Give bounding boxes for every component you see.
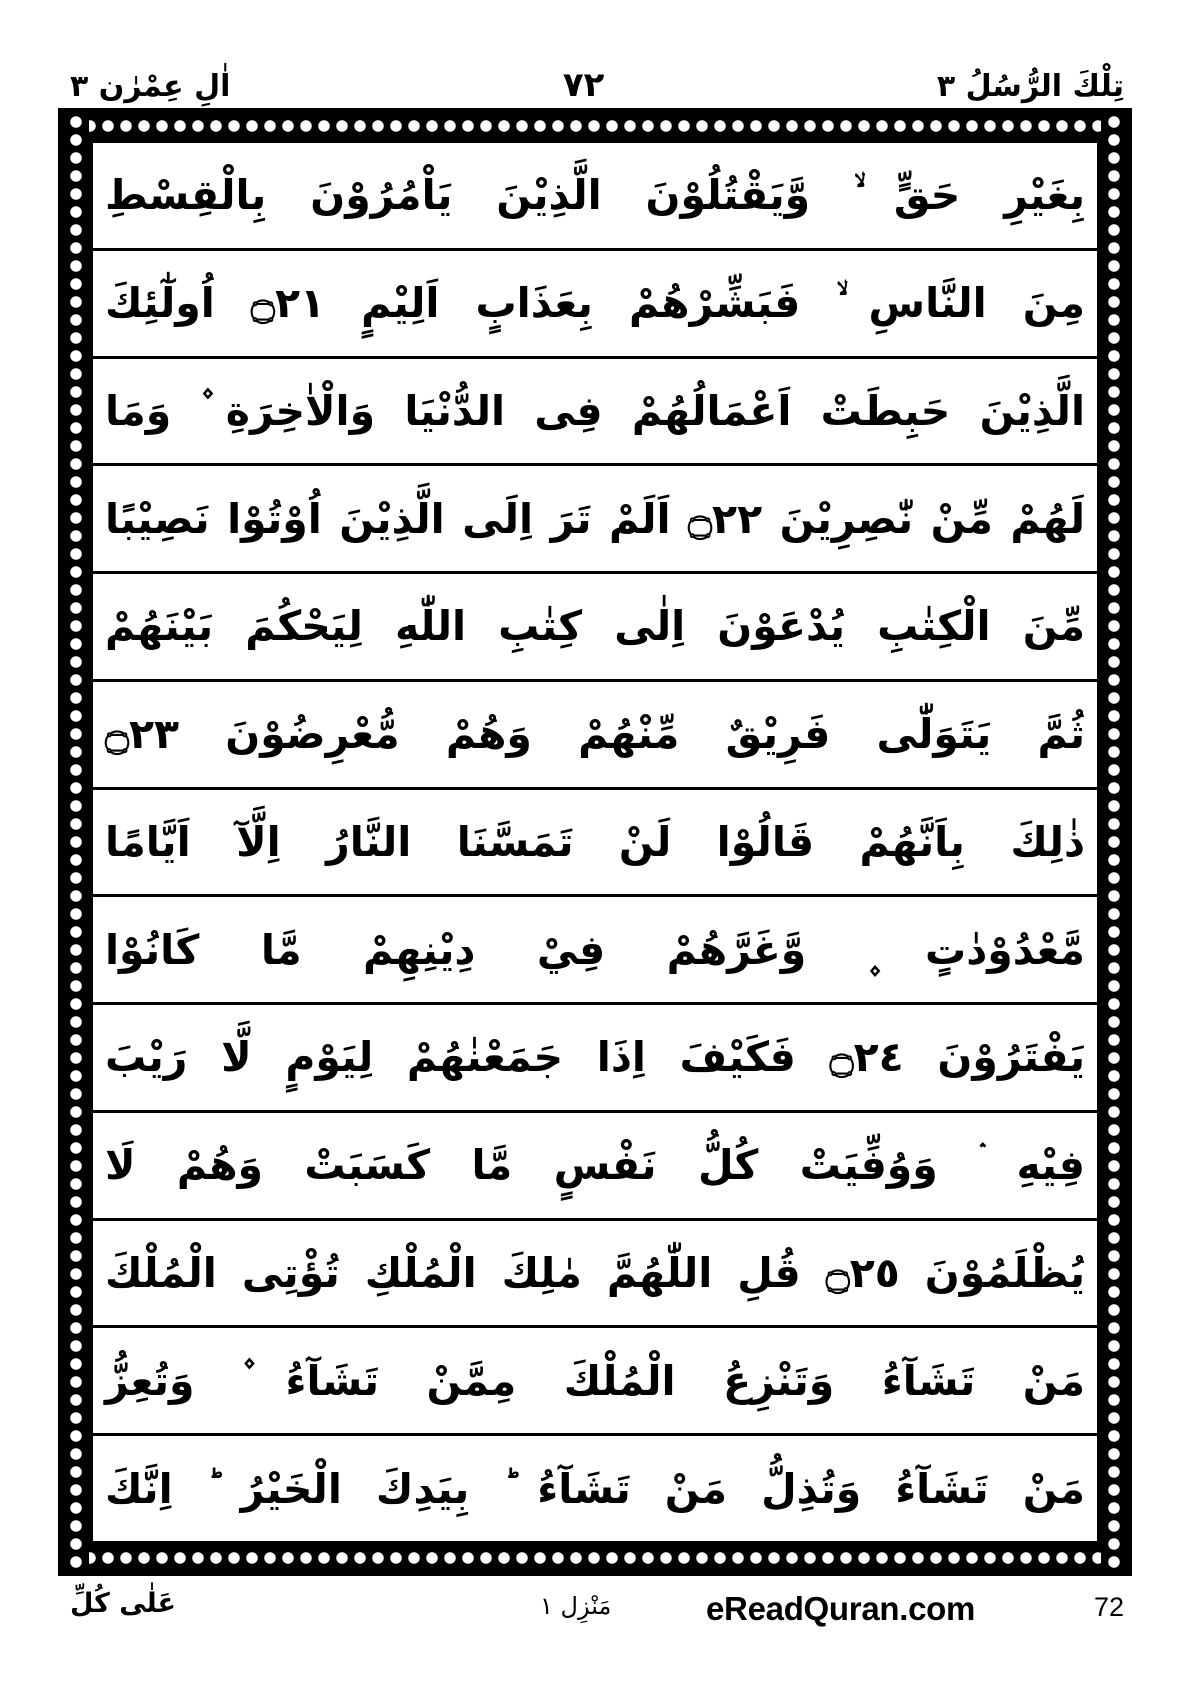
header-page-number-arabic: ٧٢ [562,65,605,105]
manzil-label: مَنْزِل ١ [540,1592,612,1620]
surah-name-label: اٰلِ عِمْرٰن ٣ [70,69,231,104]
ayah-line[interactable] [93,359,1097,467]
page-footer [0,1576,1190,1684]
ayah-line-text: ثُمَّ يَتَوَلّٰى فَرِيْقٌ مِّنْهُمْ وَهُمْ مُّعْرِضُوْنَ ۝٢٣ [105,710,1085,759]
ayah-line-text: ذٰلِكَ بِاَنَّهُمْ قَالُوْا لَنْ تَمَسَّنَا النَّارُ اِلَّآ اَيَّامًا [105,817,1085,866]
ornament-band-top-icon [63,113,1127,139]
catchword-label: عَلٰى كُلِّ [70,1588,176,1619]
ayah-line-text: بِغَيْرِ حَقٍّ ۙ وَّيَقْتُلُوْنَ الَّذِيْنَ يَاْمُرُوْنَ بِالْقِسْطِ [105,171,1085,220]
juz-name-label: تِلْكَ الرُّسُلُ ٣ [936,69,1124,104]
ayah-line[interactable] [93,466,1097,574]
ayah-line-text: يَفْتَرُوْنَ ۝٢٤ فَكَيْفَ اِذَا جَمَعْنٰهُمْ لِيَوْمٍ لَّا رَيْبَ [105,1033,1085,1082]
text-block-area [89,139,1101,1545]
ayah-line[interactable] [93,790,1097,898]
ornament-band-left-icon [63,113,89,1571]
ayah-line-text: مَّعْدُوْدٰتٍ ۪ وَّغَرَّهُمْ فِيْ دِيْنِهِمْ مَّا كَانُوْا [105,925,1085,974]
ayah-line-text: لَهُمْ مِّنْ نّٰصِرِيْنَ ۝٢٢ اَلَمْ تَرَ اِلَى الَّذِيْنَ اُوْتُوْا نَصِيْبًا [105,494,1085,543]
ayah-line[interactable] [93,1113,1097,1221]
decorative-border-frame [58,108,1132,1576]
ayah-line-text: مِنَ النَّاسِ ۙ فَبَشِّرْهُمْ بِعَذَابٍ اَلِيْمٍ ۝٢١ اُولٰٓئِكَ [105,279,1085,328]
ayah-line[interactable] [93,897,1097,1005]
ayah-line-text: مِّنَ الْكِتٰبِ يُدْعَوْنَ اِلٰى كِتٰبِ اللّٰهِ لِيَحْكُمَ بَيْنَهُمْ [105,602,1085,651]
ayah-line-text: يُظْلَمُوْنَ ۝٢٥ قُلِ اللّٰهُمَّ مٰلِكَ الْمُلْكِ تُؤْتِى الْمُلْكَ [105,1248,1085,1297]
ayah-line-text: مَنْ تَشَآءُ وَتُذِلُّ مَنْ تَشَآءُ ؕ بِيَدِكَ الْخَيْرُ ؕ اِنَّكَ [105,1464,1085,1513]
ayah-line[interactable] [93,1005,1097,1113]
ayah-line[interactable] [93,574,1097,682]
ayah-line[interactable] [93,1221,1097,1329]
ayah-line[interactable] [93,251,1097,359]
ornament-band-right-icon [1101,113,1127,1571]
ayah-line-text: مَنْ تَشَآءُ وَتَنْزِعُ الْمُلْكَ مِمَّنْ تَشَآءُ ۫ وَتُعِزُّ [105,1356,1085,1405]
ayah-lines-container [93,143,1097,1541]
site-brand-label[interactable]: eReadQuran.com [706,1590,976,1627]
ayah-line[interactable] [93,1328,1097,1436]
ayah-line[interactable] [93,682,1097,790]
ayah-line-text: فِيْهِ ۛ وَوُفِّيَتْ كُلُّ نَفْسٍ مَّا كَسَبَتْ وَهُمْ لَا [105,1141,1085,1190]
ayah-line-text: الَّذِيْنَ حَبِطَتْ اَعْمَالُهُمْ فِى الدُّنْيَا وَالْاٰخِرَةِ ۫ وَمَا [105,386,1085,435]
ayah-line[interactable] [93,143,1097,251]
ornament-band-bottom-icon [63,1545,1127,1571]
footer-page-number: 72 [1093,1592,1124,1622]
ayah-line[interactable] [93,1436,1097,1541]
page-header [0,0,1190,108]
